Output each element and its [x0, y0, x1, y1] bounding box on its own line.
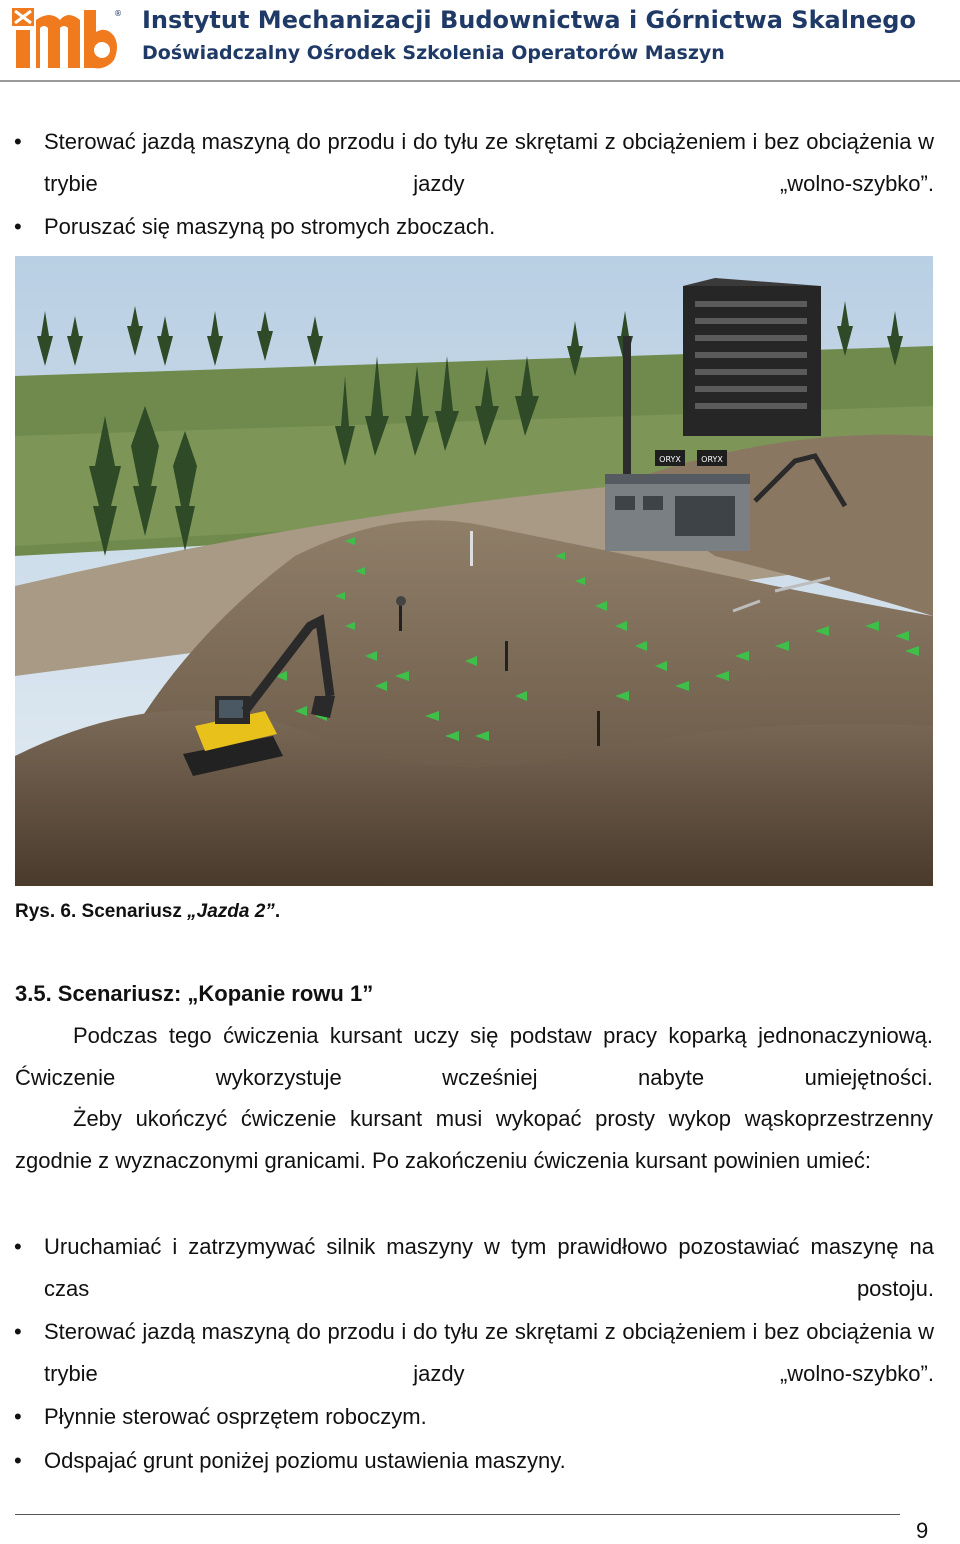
sign-label: ORYX — [659, 455, 681, 464]
footer-divider — [15, 1514, 900, 1515]
list-item: • Odspajać grunt poniżej poziomu ustawienia maszyny. — [44, 1440, 934, 1482]
imbigs-logo-icon — [10, 6, 120, 70]
list-item: • Poruszać się maszyną po stromych zboczach. — [44, 206, 934, 248]
list-item: • Uruchamiać i zatrzymywać silnik maszyny w tym prawidłowo pozostawiać maszynę na czas postoju. — [44, 1226, 934, 1310]
sign-label: ORYX — [701, 455, 723, 464]
caption-title: „Jazda 2” — [187, 901, 275, 922]
page-number: 9 — [916, 1518, 929, 1543]
paragraph: Podczas tego ćwiczenia kursant uczy się podstaw pracy koparką jednonaczyniową. Ćwiczenie wykorzystuje wcześniej nabyte umiejętności. — [15, 1023, 933, 1090]
section-heading: 3.5. Scenariusz: „Kopanie rowu 1” — [15, 981, 374, 1006]
paragraph: Żeby ukończyć ćwiczenie kursant musi wykopać prosty wykop wąskoprzestrzenny zgodnie z wyznaczonymi granicami. Po zakończeniu ćwiczenia kursant powinien umieć: — [15, 1106, 933, 1173]
list-item: • Sterować jazdą maszyną do przodu i do tyłu ze skrętami z obciążeniem i bez obciążenia w trybie jazdy „wolno-szybko”. — [44, 1311, 934, 1395]
caption-prefix: Rys. 6. Scenariusz — [15, 901, 188, 922]
figure-caption — [15, 898, 280, 926]
simulator-scene-image — [15, 256, 933, 886]
caption-suffix: . — [274, 901, 281, 922]
list-item: • Płynnie sterować osprzętem roboczym. — [44, 1396, 934, 1438]
list-item: • Sterować jazdą maszyną do przodu i do tyłu ze skrętami z obciążeniem i bez obciążenia w trybie jazdy „wolno-szybko”. — [44, 121, 934, 205]
center-name: Doświadczalny Ośrodek Szkolenia Operatorów Maszyn — [142, 42, 725, 64]
page-header — [0, 0, 960, 82]
institute-name: Instytut Mechanizacji Budownictwa i Górnictwa Skalnego — [142, 6, 916, 34]
header-divider — [0, 80, 960, 82]
svg-text:®: ® — [114, 9, 122, 18]
